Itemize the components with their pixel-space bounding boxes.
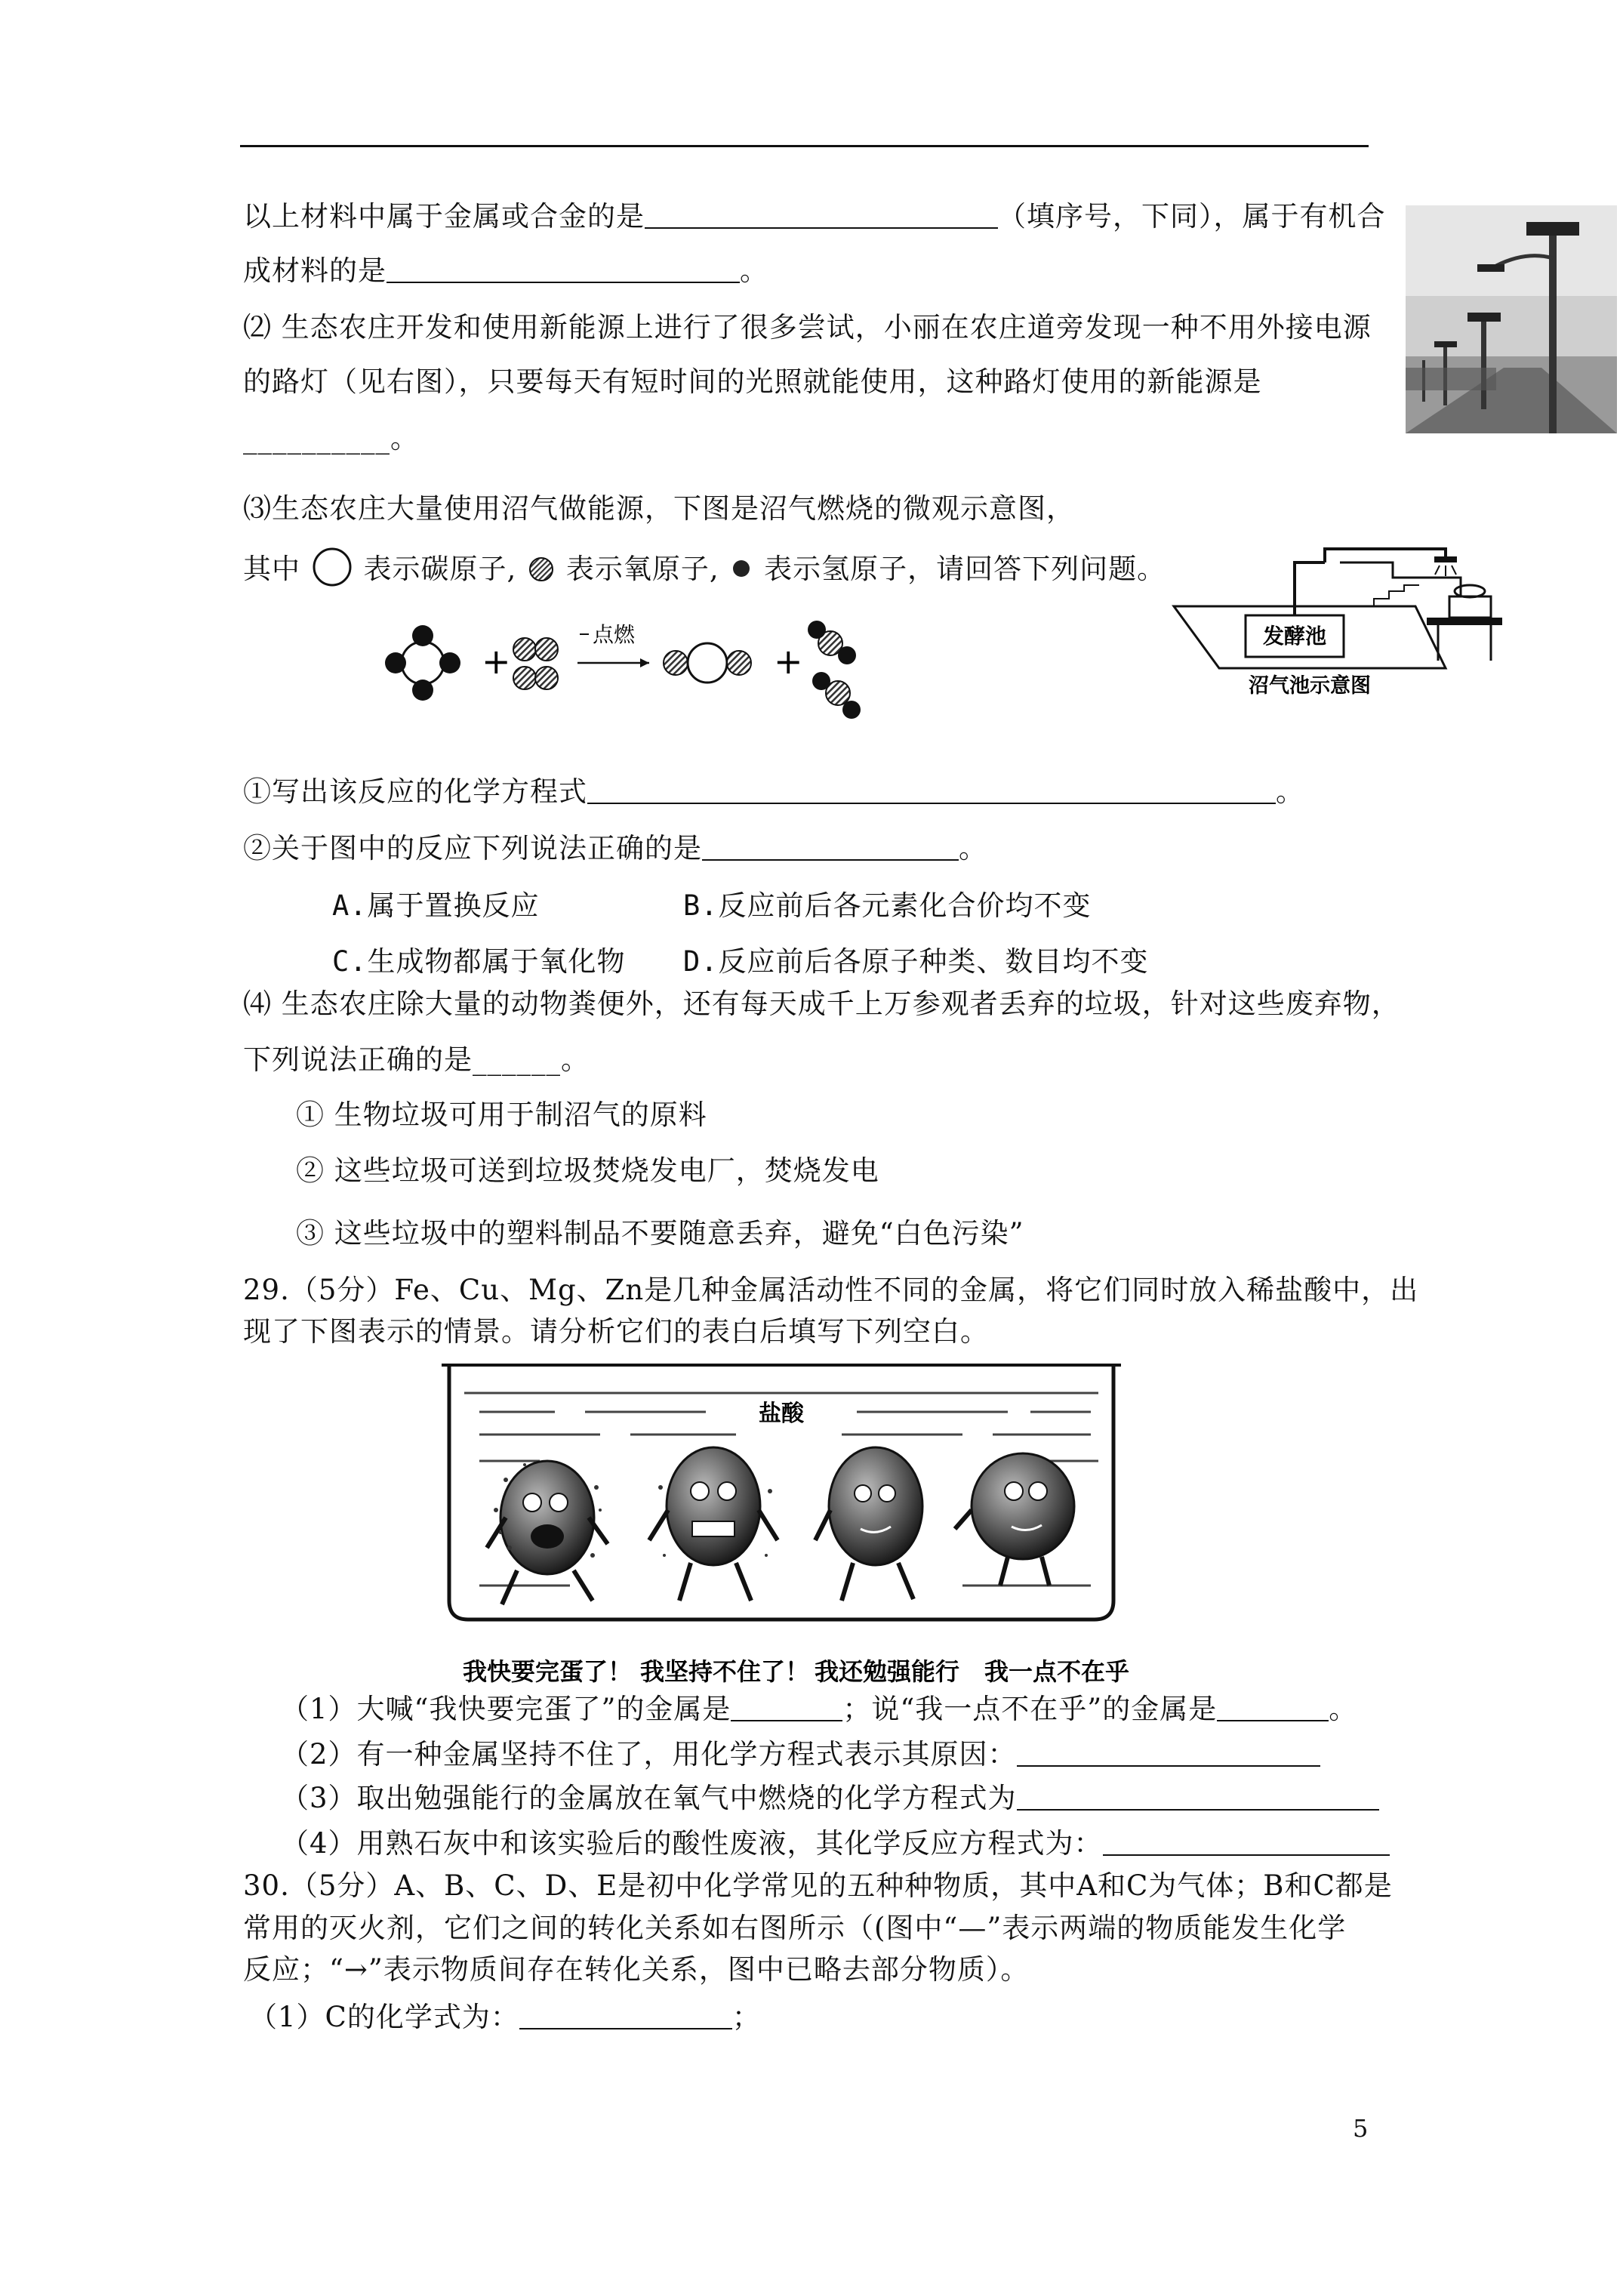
statement-3: ③ 这些垃圾中的塑料制品不要随意丢弃，避免“白色污染” [296,1217,1024,1250]
q28-q2: ②关于图中的反应下列说法正确的是 。 [243,832,987,864]
q28-p3-line2: 其中 表示碳原子, 表示氧原子, 表示氢原子，请回答下列问题。 [243,545,1166,589]
q29-a2: （2）有一种金属坚持不住了，用化学方程式表示其原因： [281,1737,1320,1773]
answer-blank-q29-3[interactable] [1017,1783,1379,1811]
option-b: B.反应前后各元素化合价均不变 [683,889,1092,922]
methane-molecule [385,625,460,701]
statement-1: ① 生物垃圾可用于制沼气的原料 [296,1099,707,1131]
answer-blank-equation[interactable] [587,777,1276,804]
q28-p4-line1: ⑷ 生态农庄除大量的动物粪便外，还有每天成千上万参观者丢弃的垃圾，针对这些废弃物， [243,988,1400,1020]
metal-character-4 [955,1453,1074,1586]
q29-a1: （1）大喊“我快要完蛋了”的金属是 ；说“我一点不在乎”的金属是 。 [281,1693,1358,1725]
hydrogen-atom-icon [728,556,754,581]
answer-blank-c-formula[interactable] [519,2002,732,2029]
q29-line1: 29.（5分）Fe、Cu、Mg、Zn是几种金属活动性不同的金属，将它们同时放入稀盐酸中，出 [243,1274,1419,1306]
carbon-atom-icon [310,545,354,589]
biogas-tank-diagram [1166,532,1510,702]
q28-p2-line1: ⑵ 生态农庄开发和使用新能源上进行了很多尝试，小丽在农庄道旁发现一种不用外接电源 [243,311,1372,344]
carbon-dioxide-molecule [664,643,751,683]
answer-blank-least-active[interactable] [1217,1694,1329,1721]
q28-p2-line3: __________。 [243,422,419,455]
q28-p4-line2: 下列说法正确的是______。 [243,1043,590,1076]
metal-caption-2: 我坚持不住了！ [639,1657,810,1686]
answer-blank-metal[interactable] [645,202,998,229]
answer-blank-q29-2[interactable] [1017,1740,1320,1767]
biogas-tank-caption: 沼气池示意图 [1249,674,1371,698]
q29-a3: （3）取出勉强能行的金属放在氧气中燃烧的化学方程式为 [281,1780,1379,1817]
answer-blank-most-active[interactable] [731,1694,842,1721]
q28-q1: ①写出该反应的化学方程式 。 [243,775,1304,808]
answer-blank-statement[interactable] [702,834,959,861]
svg-text:+: + [482,641,511,682]
answer-blank-organic[interactable] [387,256,740,283]
fermentation-tank-label: 发酵池 [1262,624,1327,649]
page-number: 5 [1353,2114,1369,2143]
metal-character-2 [649,1447,778,1601]
header-rule [240,145,1369,147]
water-molecules [808,621,861,719]
metal-character-3 [815,1447,922,1601]
statement-2: ② 这些垃圾可送到垃圾焚烧发电厂，焚烧发电 [296,1154,879,1187]
oxygen-atom-icon [526,554,556,584]
methane-combustion-diagram [377,604,906,725]
metal-caption-3: 我还勉强能行 [814,1657,960,1686]
oxygen-molecules [513,638,558,689]
q28-line1: 以上材料中属于金属或合金的是 （填序号，下同），属于有机合 [243,200,1386,233]
option-a: A.属于置换反应 [332,889,540,922]
q29-a4: （4）用熟石灰中和该实验后的酸性废液，其化学反应方程式为： [281,1826,1390,1862]
q28-line2: 成材料的是 。 [243,254,768,287]
answer-blank-q29-4[interactable] [1103,1829,1390,1856]
q28-p2-line2: 的路灯（见右图），只要每天有短时间的光照就能使用，这种路灯使用的新能源是 [243,365,1262,398]
q29-line2: 现了下图表示的情景。请分析它们的表白后填写下列空白。 [243,1315,989,1348]
q28-p3-line1: ⑶生态农庄大量使用沼气做能源，下图是沼气燃烧的微观示意图， [243,492,1075,525]
option-c: C.生成物都属于氧化物 [332,945,626,978]
q30-a1: （1）C的化学式为： ； [249,2001,761,2033]
q30-line2: 常用的灭火剂，它们之间的转化关系如右图所示（(图中“—”表示两端的物质能发生化学 [243,1912,1347,1944]
metals-in-hydrochloric-acid-illustration [434,1359,1196,1691]
q30-line3: 反应；“→”表示物质间存在转化关系，图中已略去部分物质）。 [243,1953,1030,1986]
ignite-label: 点燃 [593,622,636,647]
metal-character-1 [487,1461,608,1604]
q30-line1: 30.（5分）A、B、C、D、E是初中化学常见的五种种物质，其中A和C为气体；B和C都是 [243,1869,1393,1902]
solar-street-lamp-photo [1406,205,1617,433]
metal-caption-1: 我快要完蛋了！ [462,1657,633,1686]
hydrochloric-acid-label: 盐酸 [759,1401,804,1427]
metal-caption-4: 我一点不在乎 [984,1657,1130,1686]
option-d: D.反应前后各原子种类、数目均不变 [683,945,1149,978]
svg-text:+: + [774,641,803,682]
